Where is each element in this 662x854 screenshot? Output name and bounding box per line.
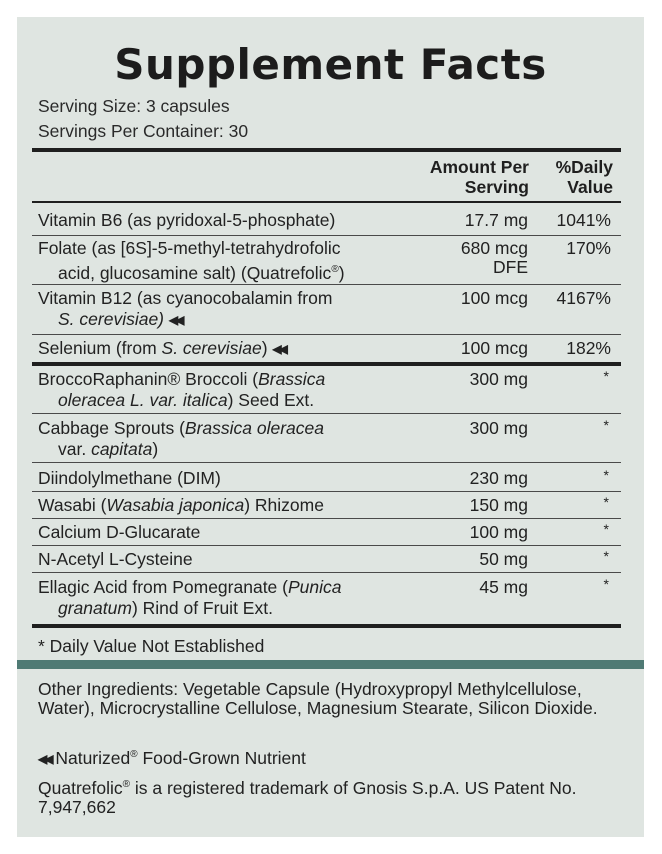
ingredient-name-italic-line2: oleracea L. var. italica bbox=[58, 390, 228, 410]
nutrient-dv: 170% bbox=[566, 238, 611, 258]
naturized-note bbox=[38, 745, 618, 769]
row-divider bbox=[32, 462, 621, 463]
nutrient-name bbox=[38, 288, 388, 331]
ingredient-name-line2: ) bbox=[152, 439, 159, 459]
nutrient-name-italic: S. cerevisiae bbox=[161, 338, 262, 358]
ingredient-amount: 230 mg bbox=[469, 468, 528, 488]
nutrient-name bbox=[38, 338, 388, 360]
ingredient-name-part: Cabbage Sprouts ( bbox=[38, 418, 185, 438]
top-thick-rule bbox=[32, 148, 621, 152]
ingredient-dv: * bbox=[603, 576, 609, 592]
ingredient-name bbox=[38, 577, 388, 619]
naturized-chevron-icon: ◀◀ bbox=[38, 751, 51, 766]
ingredient-name-italic-line2: capitata bbox=[91, 439, 153, 459]
ingredient-name-line2-prefix: var. bbox=[58, 439, 92, 459]
ingredient-dv: * bbox=[603, 368, 609, 384]
nutrient-amount: 100 mcg bbox=[460, 338, 528, 358]
header-rule bbox=[32, 201, 621, 203]
registered-mark: ® bbox=[130, 749, 138, 760]
ingredient-dv: * bbox=[603, 417, 609, 433]
ingredient-amount: 300 mg bbox=[469, 418, 528, 438]
ingredient-amount: 100 mg bbox=[469, 522, 528, 542]
ingredient-name bbox=[38, 495, 388, 516]
nutrient-amount: 680 mcg bbox=[460, 238, 528, 258]
row-divider bbox=[32, 284, 621, 285]
nutrient-amount: 17.7 mg bbox=[464, 210, 528, 230]
row-divider bbox=[32, 518, 621, 519]
ingredient-name-italic: Punica bbox=[287, 577, 342, 597]
ingredient-dv: * bbox=[603, 521, 609, 537]
nutrient-dv: 182% bbox=[566, 338, 611, 358]
row-divider bbox=[32, 235, 621, 236]
nutrient-dv: 1041% bbox=[556, 210, 611, 230]
nutrient-name-part: Selenium (from bbox=[38, 338, 162, 358]
nutrient-amount-unit: DFE bbox=[493, 257, 528, 277]
row-divider bbox=[32, 491, 621, 492]
ingredient-name-italic-line2: granatum bbox=[58, 598, 132, 618]
nutrient-name: Folate (as [6S]-5-methyl-tetrahydrofolic acid, glucosamine salt) (Quatrefolic®) bbox=[38, 238, 345, 283]
nutrient-name-line2: acid, glucosamine salt) (Quatrefolic bbox=[58, 262, 332, 283]
ingredient-amount: 150 mg bbox=[469, 495, 528, 515]
ingredient-name: Calcium D-Glucarate bbox=[38, 522, 201, 542]
daily-value-footnote: * Daily Value Not Established bbox=[38, 636, 265, 656]
ingredient-name: Diindolylmethane (DIM) bbox=[38, 468, 221, 488]
ingredient-amount: 300 mg bbox=[469, 369, 528, 389]
amount-header-line2: Serving bbox=[464, 177, 529, 197]
naturized-label: Naturized bbox=[55, 747, 131, 768]
registered-mark: ® bbox=[331, 264, 339, 275]
page-title: Supplement Facts bbox=[114, 40, 547, 89]
ingredient-name-line2: ) Rind of Fruit Ext. bbox=[131, 598, 273, 618]
amount-header-line1: Amount Per bbox=[429, 157, 529, 177]
dv-header-line1: %Daily bbox=[555, 157, 613, 177]
nutrient-amount: 100 mcg bbox=[460, 288, 528, 308]
trademark-note bbox=[38, 775, 618, 817]
ingredient-dv: * bbox=[603, 494, 609, 510]
ingredient-name-italic: Brassica bbox=[258, 369, 326, 389]
row-divider bbox=[32, 545, 621, 546]
naturized-text: Food-Grown Nutrient bbox=[137, 747, 306, 768]
ingredient-name-rest: ) Rhizome bbox=[244, 495, 324, 515]
naturized-chevron-icon: ◀◀ bbox=[168, 313, 182, 327]
row-divider bbox=[32, 413, 621, 414]
ingredient-name-italic: Brassica oleracea bbox=[184, 418, 325, 438]
ingredient-dv: * bbox=[603, 467, 609, 483]
servings-per-container: Servings Per Container: 30 bbox=[38, 121, 249, 141]
ingredient-name-line2: ) Seed Ext. bbox=[227, 390, 315, 410]
nutrient-name-line1: Folate (as [6S]-5-methyl-tetrahydrofolic bbox=[38, 238, 341, 258]
nutrient-name-line1: Vitamin B12 (as cyanocobalamin from bbox=[38, 288, 333, 308]
ingredient-amount: 50 mg bbox=[479, 549, 528, 569]
other-ingredients: Other Ingredients: Vegetable Capsule (Hydroxypropyl Methylcellulose, Water), Microcrystalline Cellulose, Magnesium Stearate, Silicon Dioxide. bbox=[38, 679, 598, 718]
ingredient-dv: * bbox=[603, 548, 609, 564]
naturized-chevron-icon: ◀◀ bbox=[272, 342, 285, 356]
registered-mark: ® bbox=[122, 779, 130, 790]
row-divider bbox=[32, 572, 621, 573]
nutrient-name-line2: S. cerevisiae) bbox=[58, 309, 165, 329]
ingredient-name bbox=[38, 418, 388, 460]
nutrient-dv: 4167% bbox=[556, 288, 611, 308]
ingredient-name: N-Acetyl L-Cysteine bbox=[38, 549, 193, 569]
serving-size: Serving Size: 3 capsules bbox=[38, 96, 230, 116]
ingredient-name-part: Ellagic Acid from Pomegranate ( bbox=[38, 577, 288, 597]
dv-header-line2: Value bbox=[567, 177, 613, 197]
amount-per-serving-header bbox=[430, 157, 529, 197]
ingredient-name bbox=[38, 369, 388, 411]
section-band bbox=[17, 660, 644, 669]
bottom-thick-rule bbox=[32, 624, 621, 628]
trademark-text: is a registered trademark of Gnosis S.p.A. US Patent No. 7,947,662 bbox=[38, 777, 577, 817]
nutrient-name-close: ) bbox=[261, 338, 268, 358]
ingredient-name-part: Wasabi ( bbox=[38, 495, 107, 515]
ingredient-amount: 45 mg bbox=[479, 577, 528, 597]
nutrient-name: Vitamin B6 (as pyridoxal-5-phosphate) bbox=[38, 210, 336, 230]
daily-value-header bbox=[556, 157, 613, 197]
row-divider bbox=[32, 334, 621, 335]
ingredient-name-part: BroccoRaphanin® Broccoli ( bbox=[38, 369, 259, 389]
ingredient-name-italic: Wasabia japonica bbox=[106, 495, 245, 515]
section-thick-rule bbox=[32, 362, 621, 366]
trademark-name: Quatrefolic bbox=[38, 777, 123, 798]
